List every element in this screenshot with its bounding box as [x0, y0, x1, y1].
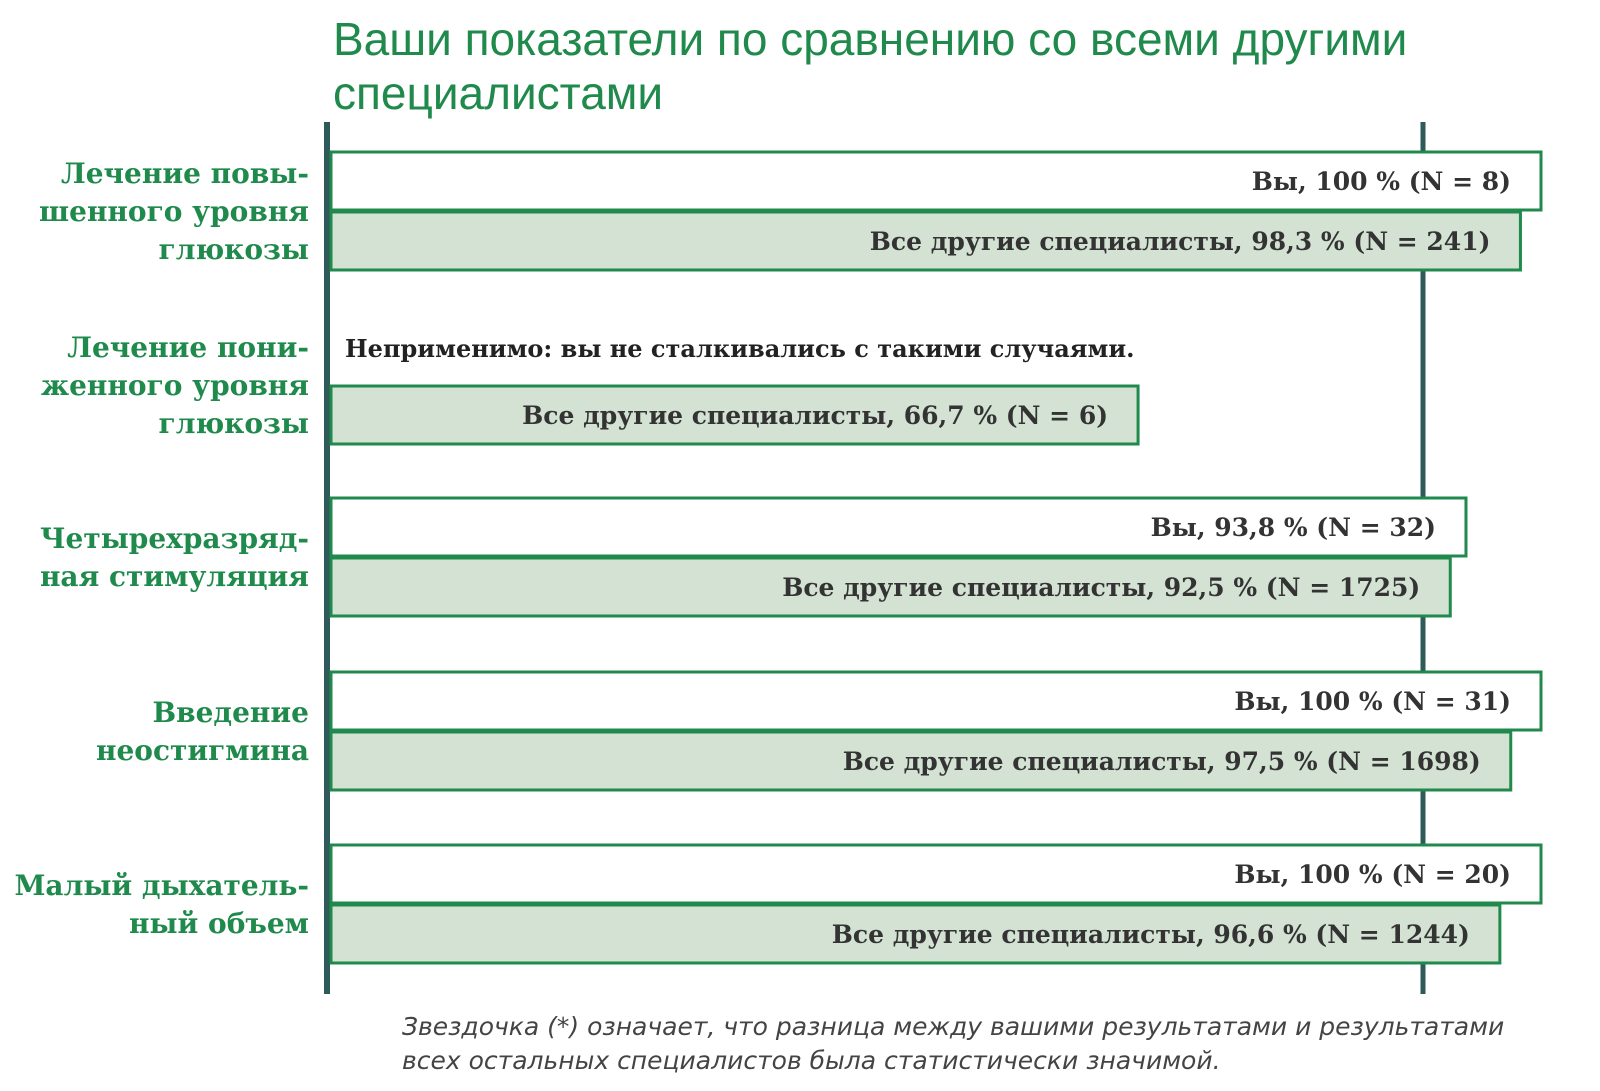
category-label-line: ный объем: [128, 907, 309, 940]
category-label-line: глюкозы: [158, 407, 309, 440]
category-label-line: неостигмина: [95, 734, 309, 767]
category-label-line: ная стимуляция: [39, 560, 309, 593]
others-bar-label: Все другие специалисты, 92,5 % (N = 1725): [782, 573, 1421, 602]
others-bar-label: Все другие специалисты, 66,7 % (N = 6): [522, 401, 1109, 430]
category-label: [39, 157, 309, 266]
category-label: [96, 696, 309, 767]
others-bar-label: Все другие специалисты, 96,6 % (N = 1244): [831, 920, 1470, 949]
category-label-line: шенного уровня: [39, 195, 309, 228]
category-label-line: Четырехразряд-: [39, 522, 309, 555]
others-bar-label: Все другие специалисты, 98,3 % (N = 241): [869, 227, 1491, 256]
category-label-line: Малый дыхатель-: [14, 869, 309, 902]
you-bar-label: Вы, 100 % (N = 20): [1234, 860, 1511, 889]
you-bar-label: Вы, 100 % (N = 8): [1251, 167, 1511, 196]
category-label-line: Лечение пони-: [67, 331, 309, 364]
category-label-line: глюкозы: [158, 233, 309, 266]
category-label-line: женного уровня: [40, 369, 309, 402]
others-bar-label: Все другие специалисты, 97,5 % (N = 1698): [842, 747, 1481, 776]
not-applicable-label: Неприменимо: вы не сталкивались с такими случаями.: [345, 334, 1135, 363]
category-label: [41, 331, 309, 440]
category-label-line: Лечение повы-: [60, 157, 309, 190]
category-label-line: Введение: [152, 696, 309, 729]
you-bar-label: Вы, 100 % (N = 31): [1234, 687, 1511, 716]
you-bar-label: Вы, 93,8 % (N = 32): [1150, 513, 1436, 542]
chart-footnote: Звездочка (*) означает, что разница между вашими результатами и результатами всех остальных специалистов была статистически значимой.: [402, 1012, 1505, 1075]
category-label: [40, 522, 309, 593]
category-label: [14, 869, 309, 940]
chart-title: Ваши показатели по сравнению со всеми другими специалистами: [333, 13, 1408, 119]
